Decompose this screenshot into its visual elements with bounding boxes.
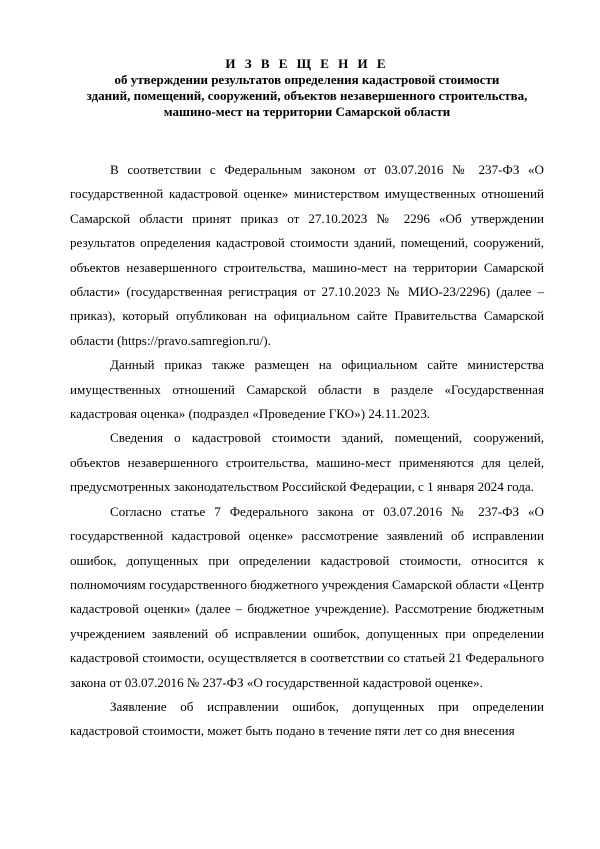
paragraph-application-date: Сведения о кадастровой стоимости зданий, помещений, сооружений, объектов незавершенного строительства, машино-мест применяются для целей, предусмотренных законодательством Российской Федерации, с 1 января 2024 года. [70, 430, 544, 495]
document-page [70, 56, 544, 744]
paragraph-legal-basis: В соответствии с Федеральным законом от 03.07.2016 № 237-ФЗ «О государственной кадастровой оценке» министерством имущественных отношений Самарской области принят приказ от 27.10.2023 № 2296 «Об утверждении результатов определения кадастровой стоимости зданий, помещений, сооружений, объектов незавершенного строительства, машино-мест на территории Самарской области» (государственная регистрация от 27.10.2023 № МИО-23/2296) (далее – приказ), который опубликован на официальном сайте Правительства Самарской области (https://pravo.samregion.ru/). [70, 162, 544, 348]
paragraph-application-deadline: Заявление об исправлении ошибок, допущенных при определении кадастровой стоимости, может быть подано в течение пяти лет со дня внесения [70, 698, 544, 739]
document-subtitle-line-3: машино-мест на территории Самарской области [163, 104, 451, 119]
document-subtitle-line-1: об утверждении результатов определения кадастровой стоимости [114, 72, 500, 87]
document-title: И З В Е Щ Е Н И Е [225, 56, 389, 71]
document-subtitle-line-2: зданий, помещений, сооружений, объектов незавершенного строительства, [86, 88, 528, 103]
document-header [70, 56, 544, 120]
document-body [70, 158, 544, 744]
paragraph-publication: Данный приказ также размещен на официальном сайте министерства имущественных отношений Самарской области в разделе «Государственная кадастровая оценка» (подраздел «Проведение ГКО») 24.11.2023. [70, 357, 544, 422]
paragraph-error-correction: Согласно статье 7 Федерального закона от 03.07.2016 № 237-ФЗ «О государственной кадастровой оценке» рассмотрение заявлений об исправлении ошибок, допущенных при определении кадастровой стоимости, относится к полномочиям государственного бюджетного учреждения Самарской области «Центр кадастровой оценки» (далее – бюджетное учреждение). Рассмотрение бюджетным учреждением заявлений об исправлении ошибок, допущенных при определении кадастровой стоимости, осуществляется в соответствии со статьей 21 Федерального закона от 03.07.2016 № 237-ФЗ «О государственной кадастровой оценке». [70, 503, 544, 690]
